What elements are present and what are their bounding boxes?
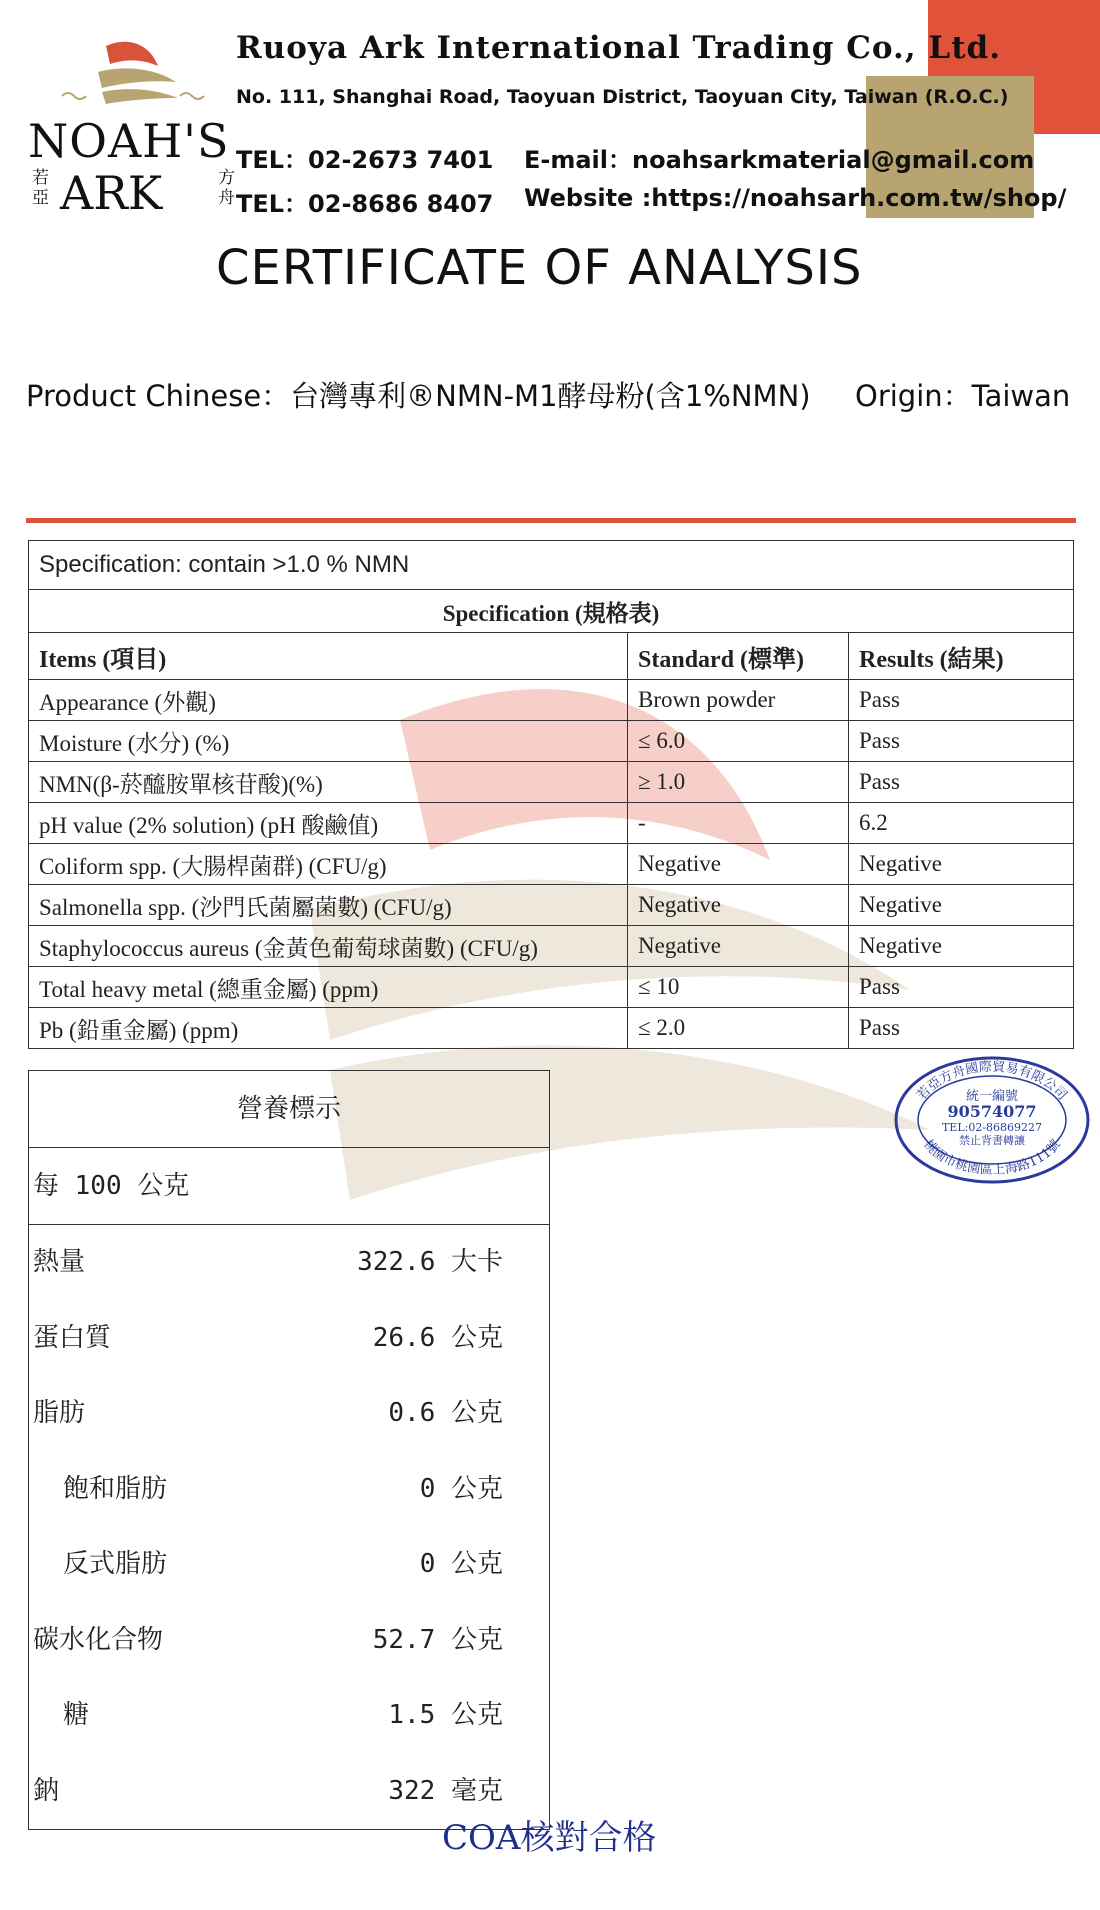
standard-cell: ≤ 6.0 <box>628 721 849 762</box>
result-cell: Negative <box>849 885 1074 926</box>
nutrient-value: 1.5 公克 <box>388 1700 503 1730</box>
company-name: Ruoya Ark International Trading Co., Ltd. <box>236 30 1001 66</box>
table-row <box>29 926 1074 967</box>
product-origin: Origin：Taiwan <box>855 379 1071 413</box>
nutrition-row <box>29 1527 549 1603</box>
item-cell: Moisture (水分) (%) <box>29 721 628 762</box>
table-row <box>29 885 1074 926</box>
result-cell: Pass <box>849 680 1074 721</box>
nutrient-label: 糖 <box>63 1700 90 1730</box>
coa-verified-stamp: COA核對合格 <box>442 1818 657 1858</box>
email-address[interactable]: E-mail：noahsarkmaterial@gmail.com <box>524 146 1035 174</box>
seal-bottom-text: 桃園市桃園區上海路111號 <box>920 1137 1064 1178</box>
nutrition-title: 營養標示 <box>29 1071 549 1148</box>
table-row <box>29 762 1074 803</box>
nutrient-value: 322.6 大卡 <box>357 1247 503 1277</box>
logo-chinese-right: 方舟 <box>218 168 235 208</box>
table-row <box>29 803 1074 844</box>
item-cell: pH value (2% solution) (pH 酸鹼值) <box>29 803 628 844</box>
nutrition-row <box>29 1225 549 1301</box>
nutrition-row <box>29 1452 549 1528</box>
product-name: Product Chinese：台灣專利®NMN-M1酵母粉(含1%NMN) <box>26 379 811 413</box>
table-row <box>29 680 1074 721</box>
item-cell: Appearance (外觀) <box>29 680 628 721</box>
col-results-header: Results (結果) <box>849 633 1074 680</box>
seal-ring-text: 若亞方舟國際貿易有限公司 <box>914 1059 1070 1104</box>
nutrient-label: 鈉 <box>33 1775 60 1806</box>
nutrient-value: 52.7 公克 <box>372 1624 503 1655</box>
nutrition-facts-table <box>28 1070 550 1830</box>
result-cell: Negative <box>849 844 1074 885</box>
standard-cell: Negative <box>628 885 849 926</box>
seal-line1: 統一編號 <box>965 1089 1019 1104</box>
standard-cell: ≥ 1.0 <box>628 762 849 803</box>
nutrition-row <box>29 1301 549 1377</box>
nutrient-label: 熱量 <box>33 1247 86 1277</box>
result-cell: Pass <box>849 762 1074 803</box>
col-standard-header: Standard (標準) <box>628 633 849 680</box>
table-row <box>29 844 1074 885</box>
company-seal-stamp <box>892 1054 1092 1184</box>
item-cell: Total heavy metal (總重金屬) (ppm) <box>29 967 628 1008</box>
nutrition-row <box>29 1376 549 1452</box>
company-address: No. 111, Shanghai Road, Taoyuan District, Taoyuan City, Taiwan (R.O.C.) <box>236 86 1009 108</box>
phone-2: TEL：02-8686 8407 <box>236 190 494 218</box>
spec-caption: Specification (規格表) <box>29 590 1074 633</box>
specification-table <box>28 540 1074 1049</box>
divider-line <box>26 518 1076 523</box>
nutrition-unit: 每 100 公克 <box>29 1148 549 1225</box>
nutrient-label: 脂肪 <box>33 1398 86 1428</box>
nutrient-value: 0 公克 <box>419 1473 503 1504</box>
standard-cell: Brown powder <box>628 680 849 721</box>
logo-line2: ARK <box>60 166 163 220</box>
table-row <box>29 1008 1074 1049</box>
result-cell: Negative <box>849 926 1074 967</box>
table-row <box>29 967 1074 1008</box>
nutrient-label: 飽和脂肪 <box>63 1473 168 1504</box>
item-cell: Staphylococcus aureus (金黃色葡萄球菌數) (CFU/g) <box>29 926 628 967</box>
nutrient-value: 322 毫克 <box>388 1775 503 1806</box>
item-cell: Salmonella spp. (沙門氏菌屬菌數) (CFU/g) <box>29 885 628 926</box>
boat-sail-icon <box>58 36 208 116</box>
logo-line1: NOAH'S <box>28 114 230 168</box>
result-cell: Pass <box>849 721 1074 762</box>
col-items-header: Items (項目) <box>29 633 628 680</box>
phone-1: TEL：02-2673 7401 <box>236 146 494 174</box>
item-cell: Pb (鉛重金屬) (ppm) <box>29 1008 628 1049</box>
nutrition-row <box>29 1678 549 1754</box>
result-cell: Pass <box>849 1008 1074 1049</box>
seal-line4: 禁止背書轉讓 <box>959 1134 1025 1147</box>
standard-cell: Negative <box>628 844 849 885</box>
item-cell: Coliform spp. (大腸桿菌群) (CFU/g) <box>29 844 628 885</box>
nutrient-label: 碳水化合物 <box>33 1624 164 1655</box>
nutrient-value: 26.6 公克 <box>372 1322 503 1353</box>
item-cell: NMN(β-菸醯胺單核苷酸)(%) <box>29 762 628 803</box>
spec-summary: Specification: contain >1.0 % NMN <box>29 541 1074 590</box>
nutrient-value: 0.6 公克 <box>388 1398 503 1428</box>
standard-cell: - <box>628 803 849 844</box>
logo-chinese-left: 若亞 <box>32 168 49 208</box>
nutrition-row <box>29 1603 549 1679</box>
seal-line3: TEL:02-86869227 <box>941 1121 1043 1134</box>
nutrient-value: 0 公克 <box>419 1549 503 1579</box>
seal-line2: 90574077 <box>947 1102 1037 1121</box>
nutrient-label: 蛋白質 <box>33 1322 112 1353</box>
nutrient-label: 反式脂肪 <box>63 1549 168 1579</box>
document-title: CERTIFICATE OF ANALYSIS <box>216 240 863 296</box>
standard-cell: Negative <box>628 926 849 967</box>
table-row <box>29 721 1074 762</box>
website-link[interactable]: Website :https://noahsarh.com.tw/shop/ <box>524 184 1067 212</box>
standard-cell: ≤ 10 <box>628 967 849 1008</box>
standard-cell: ≤ 2.0 <box>628 1008 849 1049</box>
result-cell: 6.2 <box>849 803 1074 844</box>
result-cell: Pass <box>849 967 1074 1008</box>
company-logo <box>28 36 235 220</box>
